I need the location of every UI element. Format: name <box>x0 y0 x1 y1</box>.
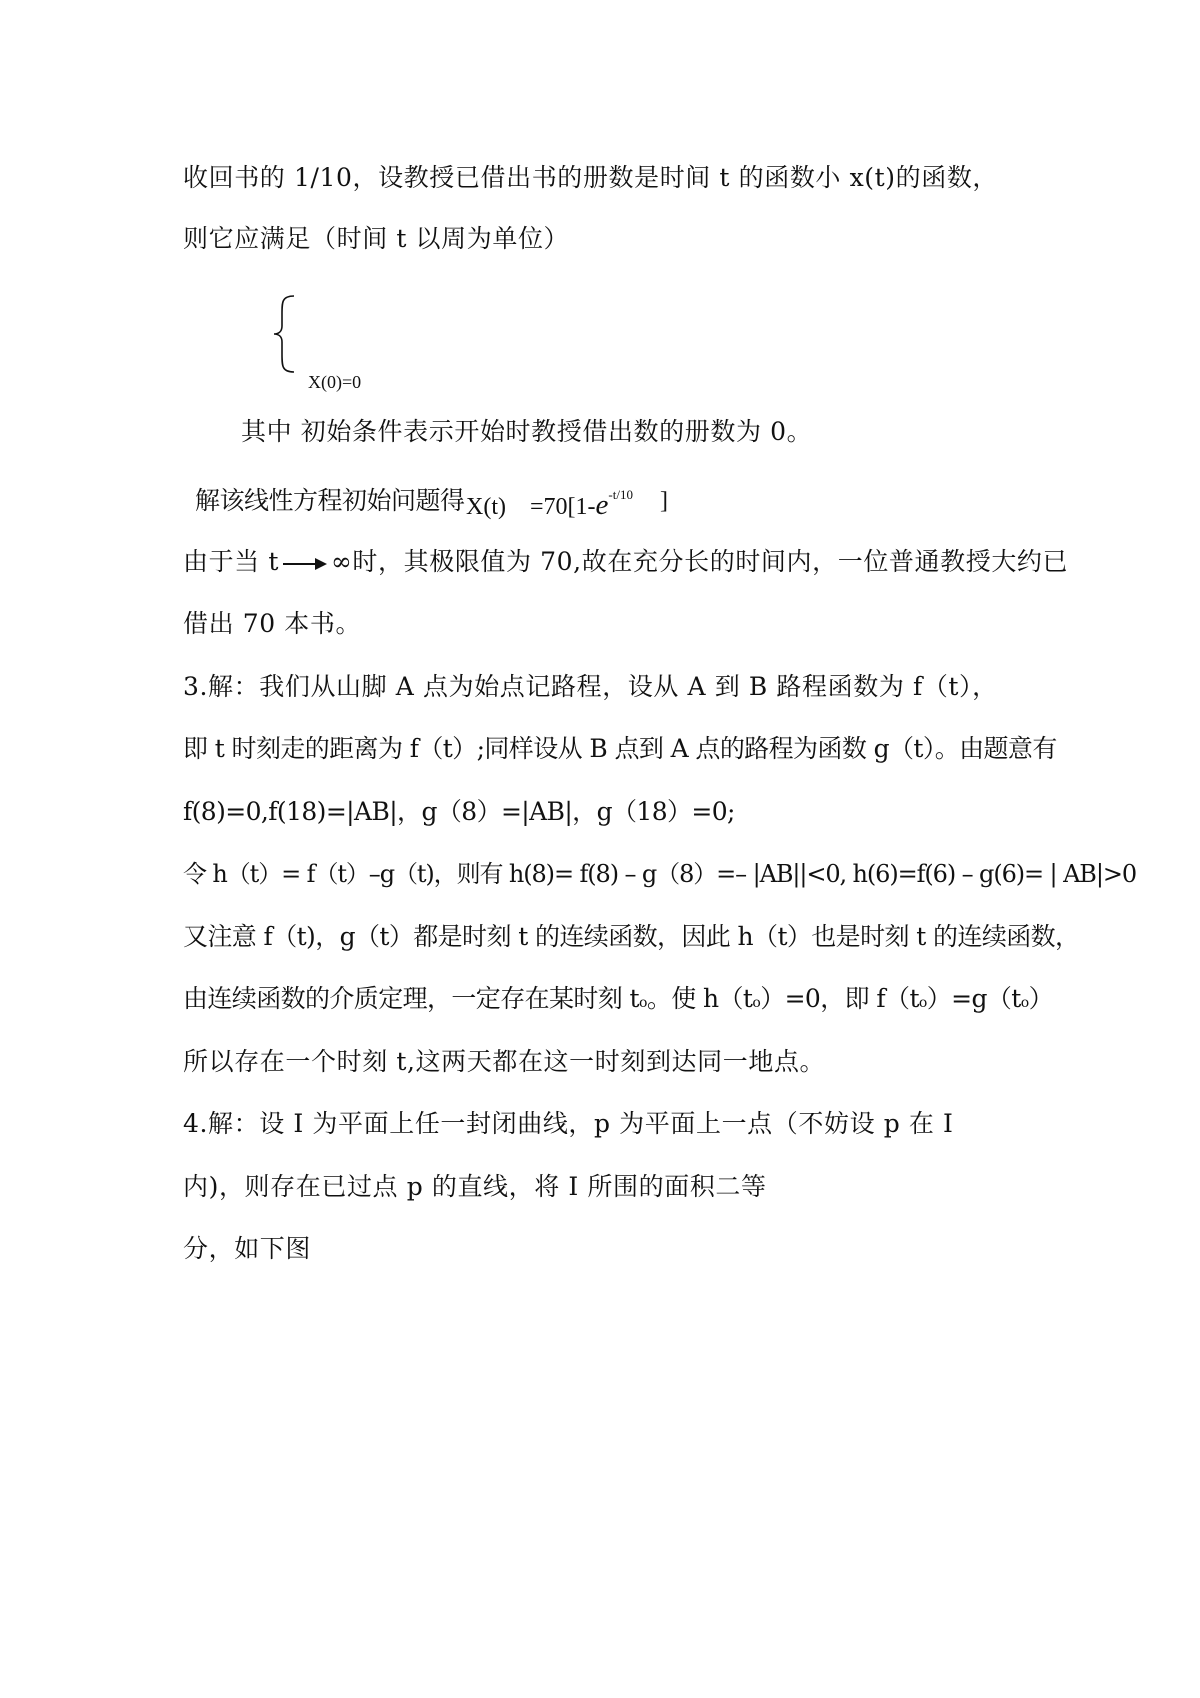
p3-line-6-e: ） <box>1028 984 1053 1013</box>
condition-note: 其中 初始条件表示开始时教授借出数的册数为 0。 <box>241 417 813 446</box>
initial-condition: X(0)=0 <box>308 372 362 392</box>
limit-prefix: 由于当 t <box>183 547 279 576</box>
p3-line-7: 所以存在一个时刻 t,这两天都在这一时刻到达同一地点。 <box>183 1047 826 1076</box>
right-arrow-icon <box>283 557 327 571</box>
p3-line-5: 又注意 f（t)，g（t）都是时刻 t 的连续函数，因此 h（t）也是时刻 t 的连续函数， <box>183 922 1080 951</box>
books-line: 借出 70 本书。 <box>183 609 362 638</box>
p3-line-2: 即 t 时刻走的距离为 f（t）;同样设从 B 点到 A 点的路程为函数 g（t）。由题意有 <box>183 734 1057 763</box>
p3-line-4: 令 h（t）= f（t）–g（t)，则有 h(8)= f(8) – g（8）=– |AB||<0, h(6)=f(6) – g(6)= | AB|>0 <box>183 860 1137 888</box>
subscript-o: o <box>1020 995 1029 1011</box>
text-line-1: 收回书的 1/10，设教授已借出书的册数是时间 t 的函数小 x(t)的函数， <box>183 163 999 192</box>
solution-label: 解该线性方程初始问题得 <box>195 486 465 515</box>
subscript-o: o <box>918 995 927 1011</box>
text-line-2: 则它应满足（时间 t 以周为单位） <box>183 224 570 253</box>
p3-line-6 <box>183 982 1053 1020</box>
solution-rbracket: ] <box>660 488 668 514</box>
subscript-o: o <box>752 995 761 1011</box>
solution-exponent: -t/10 <box>608 487 633 502</box>
p3-line-6-c: ）=0，即 f（t <box>760 984 919 1013</box>
p3-line-1: 3.解：我们从山脚 A 点为始点记路程，设从 A 到 B 路程函数为 f（t）， <box>183 672 998 701</box>
p3-line-6-b: 。使 h（t <box>646 984 753 1013</box>
p3-line-6-a: 由连续函数的介质定理，一定存在某时刻 t <box>183 984 639 1013</box>
p4-line-3: 分，如下图 <box>183 1234 312 1263</box>
p3-line-3: f(8)=0,f(18)=|AB|，g（8）=|AB|，g（18）=0; <box>183 797 735 826</box>
p3-line-6-d: ）=g（t <box>926 984 1021 1013</box>
p4-line-2: 内)，则存在已过点 p 的直线，将 I 所围的面积二等 <box>183 1172 767 1201</box>
left-brace-icon <box>272 294 298 374</box>
subscript-o: o <box>639 995 647 1011</box>
solution-equation <box>466 484 633 524</box>
solution-rhs-prefix: =70[1- <box>529 494 596 520</box>
p4-line-1: 4.解：设 I 为平面上任一封闭曲线，p 为平面上一点（不妨设 p 在 I <box>183 1109 954 1138</box>
solution-e: e <box>595 489 609 521</box>
solution-lhs: X(t) <box>466 494 506 520</box>
limit-suffix: ∞时，其极限值为 70,故在充分长的时间内，一位普通教授大约已 <box>331 547 1069 576</box>
limit-line <box>183 545 1068 579</box>
